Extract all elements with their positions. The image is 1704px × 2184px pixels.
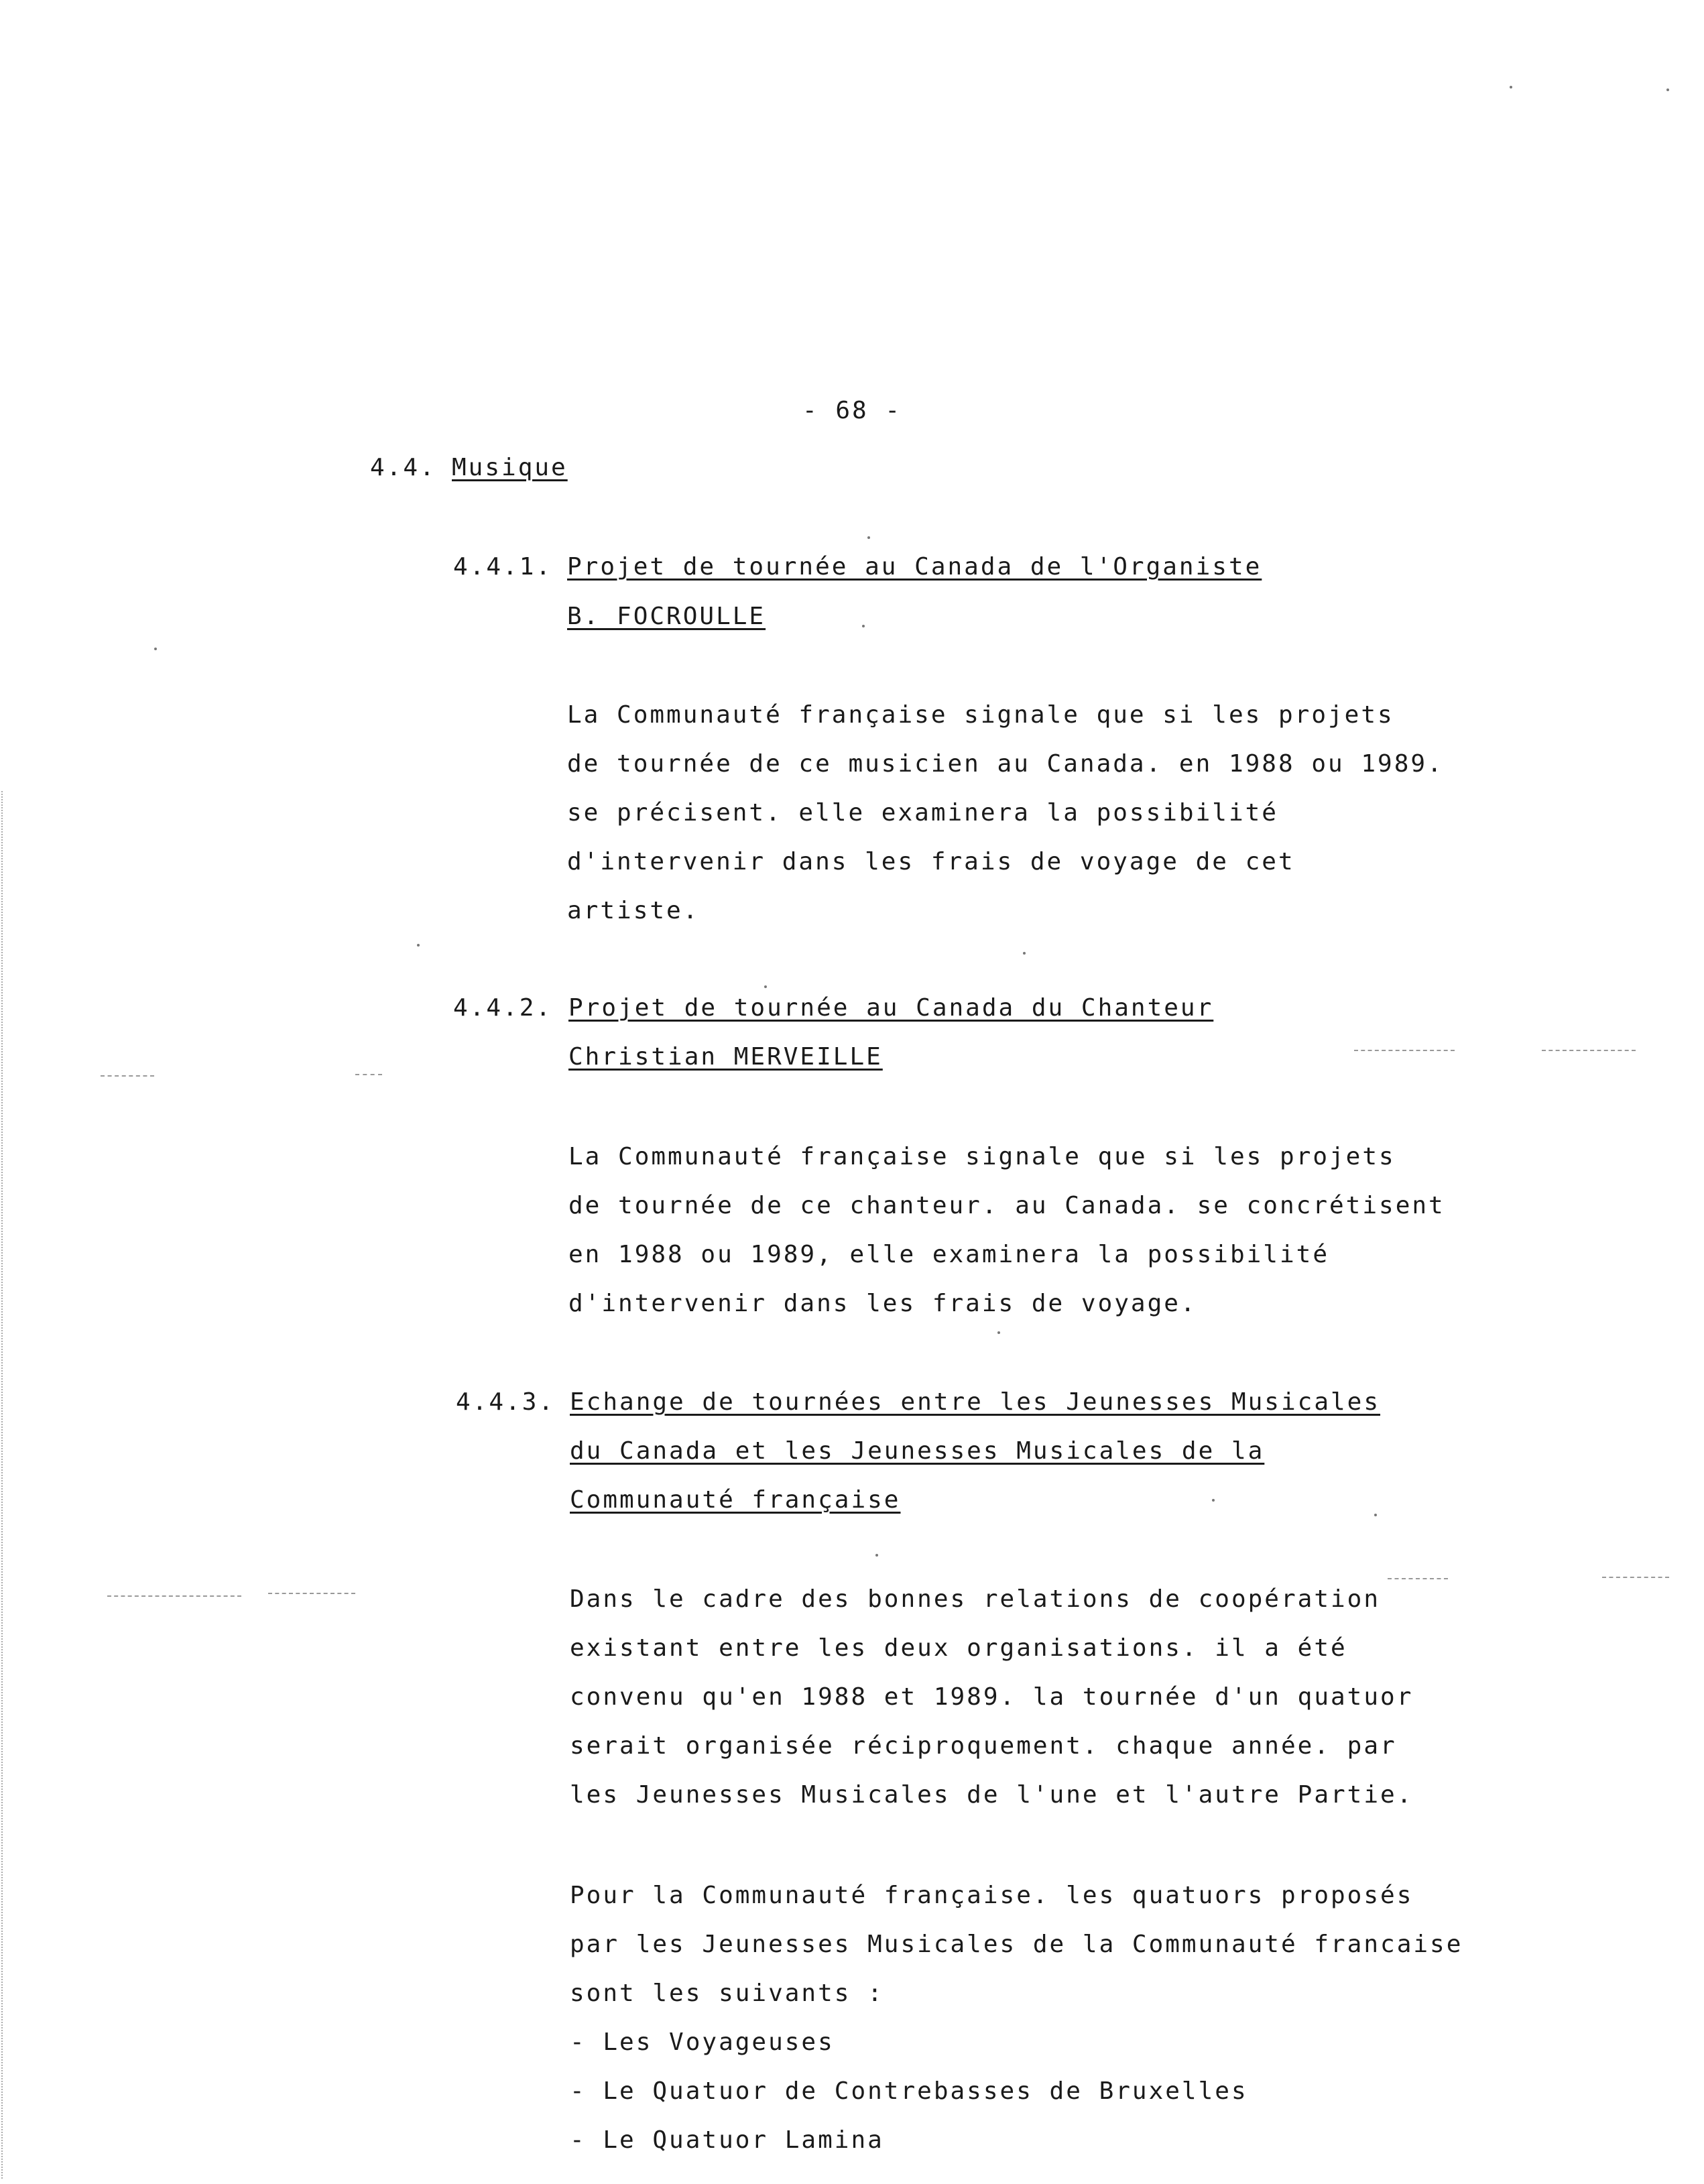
subsection-title-line: Communauté française (570, 1486, 901, 1514)
subsection-title-line: B. FOCROULLE (567, 603, 766, 630)
paragraph-line: en 1988 ou 1989, elle examinera la possibilité (568, 1241, 1329, 1268)
scan-artifact (867, 536, 870, 539)
scan-artifact (1602, 1577, 1669, 1578)
scan-artifact (417, 944, 420, 947)
paragraph-line: serait organisée réciproquement. chaque année. par (570, 1732, 1397, 1760)
scan-artifact (862, 625, 865, 627)
scan-artifact (355, 1074, 382, 1075)
paragraph-line: Dans le cadre des bonnes relations de coopération (570, 1585, 1381, 1613)
scan-artifact (1212, 1499, 1215, 1502)
subsection-title-line: Projet de tournée au Canada de l'Organiste (567, 553, 1262, 581)
subsection-number: 4.4.2. (453, 994, 553, 1022)
paragraph-line: se précisent. elle examinera la possibilité (567, 799, 1278, 827)
scan-artifact (1510, 86, 1512, 88)
paragraph-line: d'intervenir dans les frais de voyage de cet (567, 848, 1295, 875)
scan-artifact (1542, 1050, 1636, 1051)
scan-artifact (1388, 1578, 1448, 1579)
scan-artifact (764, 985, 767, 988)
scan-artifact (1354, 1050, 1455, 1051)
paragraph-line: par les Jeunesses Musicales de la Communauté francaise (570, 1931, 1463, 1958)
subsection-title-line: Projet de tournée au Canada du Chanteur (568, 994, 1214, 1022)
paragraph-line: La Communauté française signale que si les projets (568, 1143, 1396, 1170)
list-item: - Le Quatuor Lamina (570, 2126, 884, 2154)
subsection-number: 4.4.1. (453, 553, 553, 581)
paragraph-line: de tournée de ce musicien au Canada. en 1988 ou 1989. (567, 750, 1444, 778)
subsection-title-line: Echange de tournées entre les Jeunesses Musicales (570, 1388, 1381, 1416)
scan-artifact (1023, 952, 1026, 955)
subsection-title-line: Christian MERVEILLE (568, 1043, 883, 1071)
subsection-title-line: du Canada et les Jeunesses Musicales de la (570, 1437, 1265, 1465)
paragraph-line: de tournée de ce chanteur. au Canada. se concrétisent (568, 1192, 1445, 1219)
scan-artifact (1666, 88, 1669, 91)
paragraph-line: d'intervenir dans les frais de voyage. (568, 1290, 1197, 1317)
scan-edge-mark (1, 791, 3, 2179)
scan-artifact (154, 648, 157, 650)
scan-artifact (875, 1554, 878, 1557)
paragraph-line: artiste. (567, 897, 700, 924)
paragraph-line: La Communauté française signale que si les projets (567, 701, 1394, 729)
subsection-number: 4.4.3. (456, 1388, 556, 1416)
section-title: Musique (452, 454, 568, 481)
section-number: 4.4. (370, 454, 436, 481)
scan-artifact (268, 1593, 355, 1594)
paragraph-line: les Jeunesses Musicales de l'une et l'autre Partie. (570, 1781, 1414, 1809)
scan-artifact (107, 1595, 241, 1597)
list-item: - Les Voyageuses (570, 2028, 835, 2056)
scan-artifact (997, 1331, 1000, 1334)
scan-artifact (1374, 1514, 1377, 1516)
page-number: - 68 - (802, 397, 902, 424)
paragraph-line: sont les suivants : (570, 1980, 884, 2007)
paragraph-line: Pour la Communauté française. les quatuors proposés (570, 1882, 1414, 1909)
scan-artifact (101, 1075, 154, 1077)
paragraph-line: convenu qu'en 1988 et 1989. la tournée d'un quatuor (570, 1683, 1414, 1711)
list-item: - Le Quatuor de Contrebasses de Bruxelles (570, 2077, 1248, 2105)
paragraph-line: existant entre les deux organisations. il a été (570, 1634, 1347, 1662)
